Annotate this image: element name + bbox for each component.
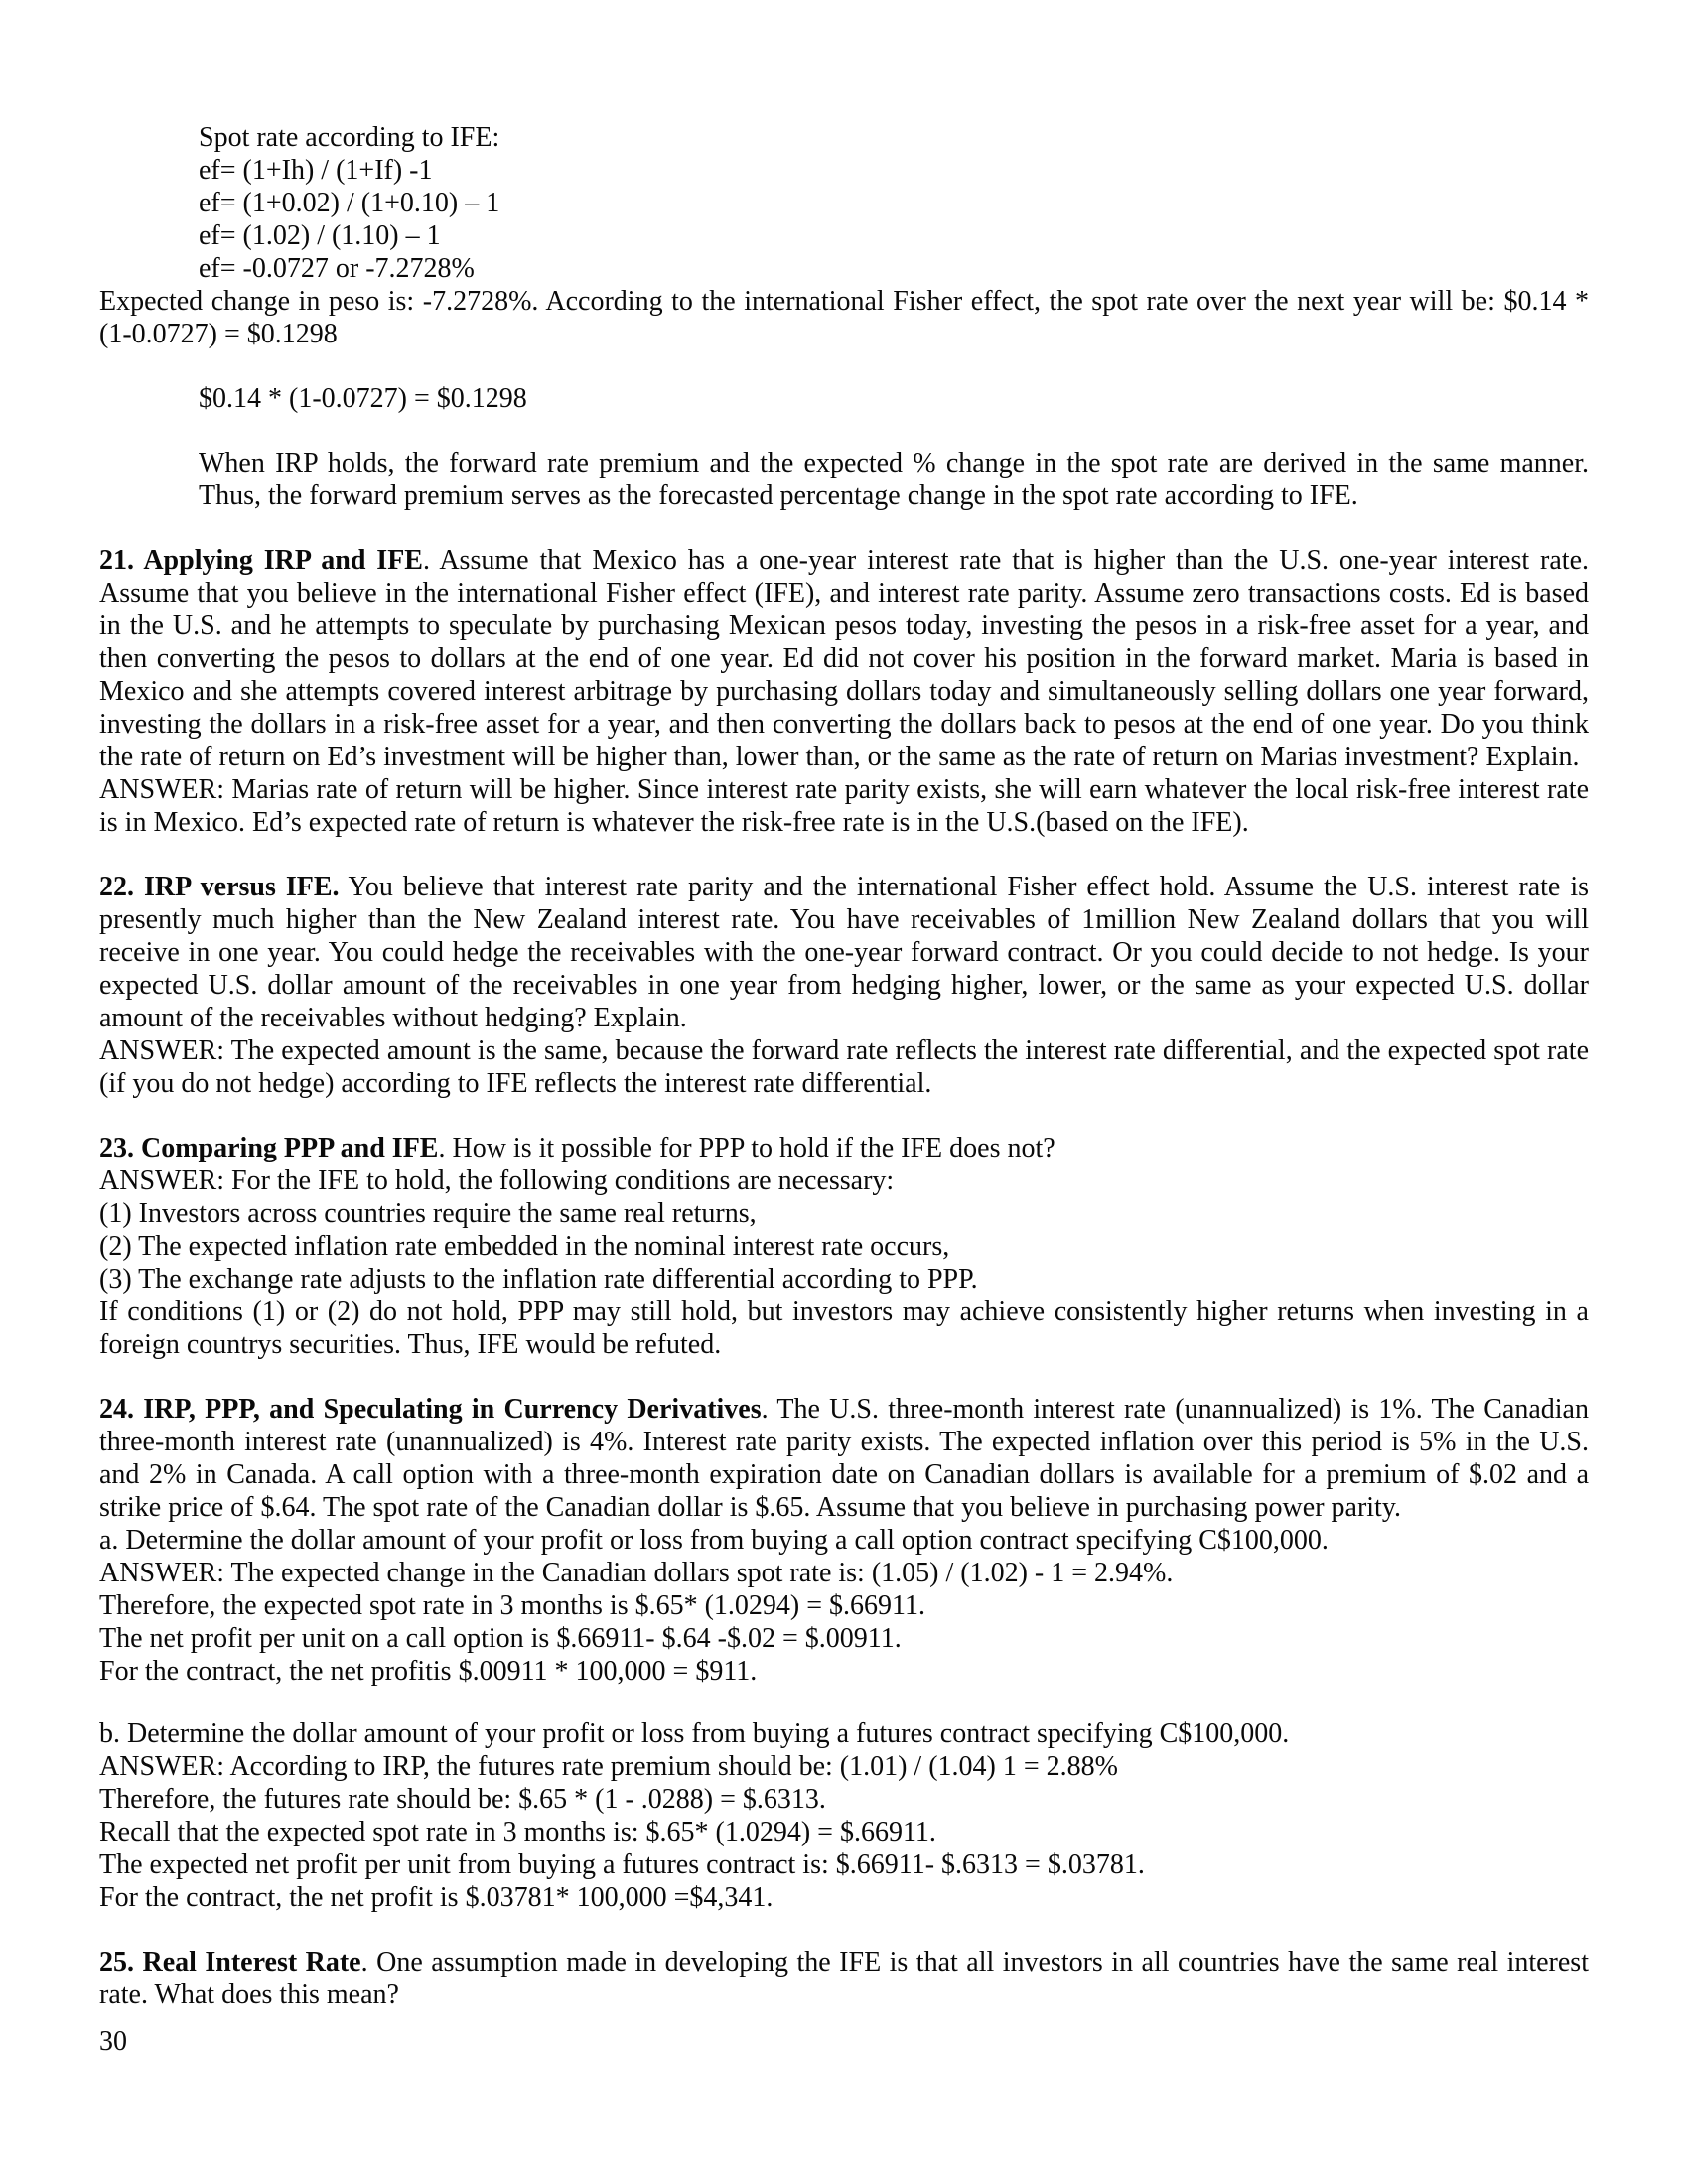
formula-line: ef= (1+0.02) / (1+0.10) – 1 bbox=[199, 188, 500, 218]
answer-line: The net profit per unit on a call option is $.66911- $.64 -$.02 = $.00911. bbox=[99, 1623, 902, 1654]
question-25-body: . One assumption made in developing the IFE is that all investors in all countries have the same real interest rate. What does this mean? bbox=[99, 1947, 1589, 2010]
page-number: 30 bbox=[99, 2026, 127, 2057]
question-25 bbox=[99, 1946, 1589, 2011]
answer-line: Therefore, the futures rate should be: $.65 * (1 - .0288) = $.6313. bbox=[99, 1784, 826, 1815]
formula-line: ef= (1+Ih) / (1+If) -1 bbox=[199, 155, 433, 186]
question-25-title: 25. Real Interest Rate bbox=[99, 1947, 361, 1978]
answer-line: For the contract, the net profit is $.03781* 100,000 =$4,341. bbox=[99, 1882, 774, 1913]
question-24-part-a-prompt: a. Determine the dollar amount of your profit or loss from buying a call option contract specifying C$100,000. bbox=[99, 1525, 1329, 1556]
question-23-body: . How is it possible for PPP to hold if the IFE does not? bbox=[438, 1133, 1055, 1163]
spot-rate-calc-line: $0.14 * (1-0.0727) = $0.1298 bbox=[199, 383, 527, 414]
irp-note-paragraph: When IRP holds, the forward rate premium and the expected % change in the spot rate are derived in the same manner. Thus, the forward premium serves as the forecasted percentage change in the spot rate according to IFE. bbox=[199, 448, 1589, 511]
question-22-body: You believe that interest rate parity and the international Fisher effect hold. Assume the U.S. interest rate is presently much higher than the New Zealand interest rate. You have receivables of 1million New Zealand dollars that you will receive in one year. You could hedge the receivables with the one-year forward contract. Or you could decide to not hedge. Is your expected U.S. dollar amount of the receivables in one year from hedging higher, lower, or the same as your expected U.S. dollar amount of the receivables without hedging? Explain. bbox=[99, 872, 1589, 1033]
question-21-title: 21. Applying IRP and IFE bbox=[99, 545, 423, 576]
expected-change-paragraph: Expected change in peso is: -7.2728%. According to the international Fisher effect, the spot rate over the next year will be: $0.14 * (1-0.0727) = $0.1298 bbox=[99, 286, 1589, 349]
text-block bbox=[99, 121, 1589, 2011]
answer-line: ANSWER: The expected change in the Canadian dollars spot rate is: (1.05) / (1.02) - 1 = 2.94%. bbox=[99, 1558, 1174, 1588]
condition-item: (3) The exchange rate adjusts to the inflation rate differential according to PPP. bbox=[99, 1264, 978, 1295]
question-21 bbox=[99, 544, 1589, 839]
question-21-answer: ANSWER: Marias rate of return will be higher. Since interest rate parity exists, she will earn whatever the local risk-free interest rate is in Mexico. Ed’s expected rate of return is whatever the risk-free rate is in the U.S.(based on the IFE). bbox=[99, 774, 1589, 838]
question-22-answer: ANSWER: The expected amount is the same, because the forward rate reflects the interest rate differential, and the expected spot rate (if you do not hedge) according to IFE reflects the interest rate differential. bbox=[99, 1035, 1589, 1099]
formula-line: Spot rate according to IFE: bbox=[199, 122, 500, 153]
answer-line: For the contract, the net profitis $.00911 * 100,000 = $911. bbox=[99, 1656, 758, 1687]
question-22-text bbox=[99, 871, 1589, 1034]
answer-line: Recall that the expected spot rate in 3 months is: $.65* (1.0294) = $.66911. bbox=[99, 1817, 936, 1847]
formula-line: ef= -0.0727 or -7.2728% bbox=[199, 253, 475, 284]
question-23-answer-intro: ANSWER: For the IFE to hold, the following conditions are necessary: bbox=[99, 1165, 895, 1196]
question-23-answer-note: If conditions (1) or (2) do not hold, PPP may still hold, but investors may achieve consistently higher returns when investing in a foreign countrys securities. Thus, IFE would be refuted. bbox=[99, 1297, 1589, 1360]
question-25-text bbox=[99, 1946, 1589, 2011]
question-24-text bbox=[99, 1393, 1589, 1524]
question-23-title: 23. Comparing PPP and IFE bbox=[99, 1133, 439, 1163]
answer-line: Therefore, the expected spot rate in 3 months is $.65* (1.0294) = $.66911. bbox=[99, 1590, 926, 1621]
question-23-text bbox=[99, 1132, 1589, 1164]
question-24-part-b-prompt: b. Determine the dollar amount of your profit or loss from buying a futures contract specifying C$100,000. bbox=[99, 1718, 1290, 1749]
formula-block bbox=[199, 121, 1589, 285]
question-22 bbox=[99, 871, 1589, 1100]
answer-line: The expected net profit per unit from buying a futures contract is: $.66911- $.6313 = $.03781. bbox=[99, 1849, 1145, 1880]
question-22-title: 22. IRP versus IFE. bbox=[99, 872, 340, 902]
condition-item: (1) Investors across countries require the same real returns, bbox=[99, 1198, 757, 1229]
question-24 bbox=[99, 1393, 1589, 1914]
question-24-body: . The U.S. three-month interest rate (unannualized) is 1%. The Canadian three-month interest rate (unannualized) is 4%. Interest rate parity exists. The expected inflation over this period is 5% in the U.S. and 2% in Canada. A call option with a three-month expiration date on Canadian dollars is available for a premium of $.02 and a strike price of $.64. The spot rate of the Canadian dollar is $.65. Assume that you believe in purchasing power parity. bbox=[99, 1394, 1589, 1523]
question-24-title: 24. IRP, PPP, and Speculating in Currency Derivatives bbox=[99, 1394, 762, 1425]
question-21-body: . Assume that Mexico has a one-year interest rate that is higher than the U.S. one-year interest rate. Assume that you believe in the international Fisher effect (IFE), and interest rate parity. Assume zero transactions costs. Ed is based in the U.S. and he attempts to speculate by purchasing Mexican pesos today, investing the pesos in a risk-free asset for a year, and then converting the pesos to dollars at the end of one year. Ed did not cover his position in the forward market. Maria is based in Mexico and she attempts covered interest arbitrage by purchasing dollars today and simultaneously selling dollars one year forward, investing the dollars in a risk-free asset for a year, and then converting the dollars back to pesos at the end of one year. Do you think the rate of return on Ed’s investment will be higher than, lower than, or the same as the rate of return on Marias investment? Explain. bbox=[99, 545, 1589, 772]
question-24-part-b bbox=[99, 1717, 1589, 1914]
formula-line: ef= (1.02) / (1.10) – 1 bbox=[199, 220, 441, 251]
answer-line: ANSWER: According to IRP, the futures rate premium should be: (1.01) / (1.04) 1 = 2.88% bbox=[99, 1751, 1118, 1782]
condition-item: (2) The expected inflation rate embedded in the nominal interest rate occurs, bbox=[99, 1231, 950, 1262]
question-21-text bbox=[99, 544, 1589, 773]
question-23 bbox=[99, 1132, 1589, 1361]
